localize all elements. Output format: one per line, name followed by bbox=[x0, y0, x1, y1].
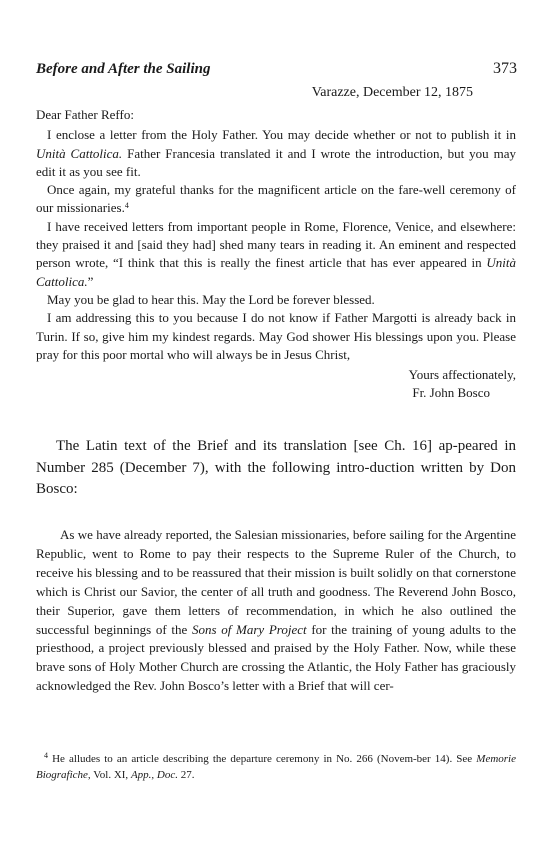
cited-work-title: Memorie Biografiche, bbox=[36, 753, 516, 781]
newspaper-title: Unità Cattolica. bbox=[36, 255, 516, 289]
footnote-marker: 4 bbox=[44, 751, 48, 760]
letter-paragraph-3: I have received letters from important people in Rome, Florence, Venice, and elsewhere: they praised it and [said they had] shed many tears in reading it. An eminent and respected person wrote, “I think that this is really the finest article that has ever appeared in Unità Cattolica.” bbox=[36, 218, 516, 289]
letter-paragraph-1: I enclose a letter from the Holy Father. You may decide whether or not to publish it in Unità Cattolica. Father Francesia translated it and I wrote the introduction, but you may edit it as you see fit. bbox=[36, 127, 516, 179]
project-title: Sons of Mary Project bbox=[191, 621, 307, 637]
newspaper-title: Unità Cattolica. bbox=[36, 145, 123, 161]
letter-signature: Fr. John Bosco bbox=[412, 385, 490, 401]
letter-body bbox=[36, 106, 516, 403]
footnote-reference: 4 bbox=[124, 201, 129, 211]
footnote: $^4$ He alludes to an article describing the departure ceremony in No. 266 (Novem-ber 14). See Memorie Biografiche, Vol. XI, App., Doc. 27. bbox=[36, 751, 516, 781]
quoted-article-paragraph: As we have already reported, the Salesian missionaries, before sailing for the Argentine Republic, went to Rome to pay their respects to the Supreme Ruler of the Church, to receive his blessing and to be reassured that their mission is built solidly on that cornerstone which is Christ our Savior, the center of all truth and goodness. The Reverend John Bosco, their Superior, gave them letters of recommendation, in which he also outlined the successful beginnings of the Sons of Mary Project for the training of young adults to the priesthood, a project previously blessed and praised by the Holy Father. Now, while these brave sons of Holy Mother Church are crossing the Atlantic, the Holy Father has graciously acknowledged the Rev. John Bosco’s letter with a Brief that will cer- bbox=[36, 527, 516, 694]
letter-paragraph-2: Once again, my grateful thanks for the magnificent article on the fare-well ceremony of our missionaries.$^4$ bbox=[36, 182, 516, 216]
cited-appendix: App., Doc. bbox=[130, 769, 178, 781]
letter-dateline: Varazze, December 12, 1875 bbox=[311, 85, 473, 100]
page-number: 373 bbox=[493, 60, 517, 77]
running-title: Before and After the Sailing bbox=[36, 61, 211, 77]
running-header bbox=[36, 60, 517, 78]
letter-paragraph-4: May you be glad to hear this. May the Lord be forever blessed. bbox=[47, 291, 375, 307]
letter-paragraph-5: I am addressing this to you because I do not know if Father Margotti is already back in Turin. If so, give him my kindest regards. May God shower His blessings upon you. Please pray for this poor mortal who will always be in Jesus Christ, bbox=[36, 310, 516, 362]
letter-salutation: Dear Father Reffo: bbox=[36, 107, 134, 122]
letter-closing: Yours affectionately, bbox=[408, 367, 516, 383]
narrative-paragraph: The Latin text of the Brief and its translation [see Ch. 16] ap-peared in Number 285 (December 7), with the following intro-duction written by Don Bosco: bbox=[36, 438, 516, 497]
